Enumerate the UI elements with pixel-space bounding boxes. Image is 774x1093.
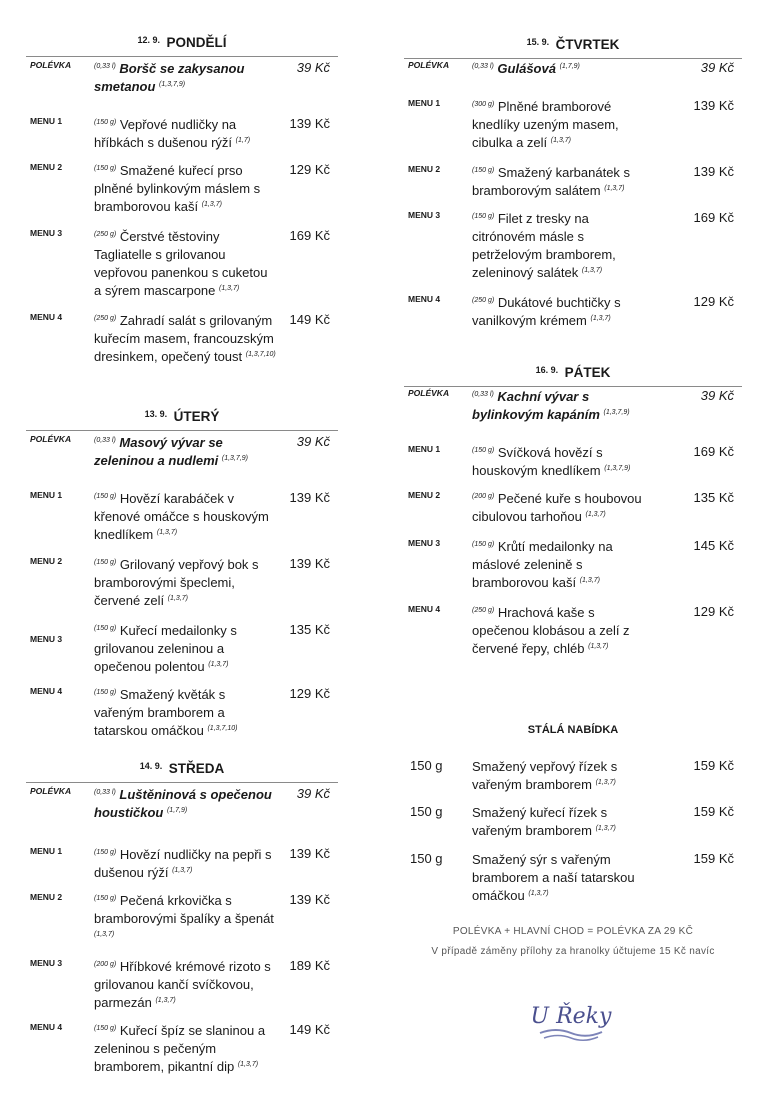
allergens: (1,3,7) [550,137,572,144]
dish-name: Boršč se zakysanou smetanou [94,61,245,94]
logo-wave-top [540,1030,602,1036]
item-label: MENU 3 [408,210,441,220]
item-label: MENU 2 [30,162,63,172]
allergens: (1,3,7,9) [221,455,248,462]
dish-name: Svíčková hovězí s houskovým knedlíkem [472,445,603,478]
item-label: POLÉVKA [408,60,450,70]
dish-text [94,556,276,610]
portion: (0,33 l) [94,789,116,796]
dish-name: Hříbkové krémové rizoto s grilovanou kančí svíčkovou, parmezán [94,959,271,1010]
allergens: (1,3,7) [579,577,600,584]
price: 39 Kč [296,434,330,449]
day-name: PONDĚLÍ [166,35,227,50]
item-weight: 150 g [410,851,443,866]
day-date: 13. 9. [144,409,168,419]
price: 139 Kč [289,116,330,131]
dish-name: Hovězí karabáček v křenové omáčce s houskovým knedlíkem [94,491,269,542]
portion: (250 g) [94,231,117,238]
dish-text [94,312,276,366]
dish-name: Smažený kuřecí řízek s vařeným bramborem [472,805,608,838]
price: 139 Kč [289,556,330,571]
dish-name: Pečená krkovička s bramborovými špalíky a špenát [94,893,274,926]
day-name: ÚTERÝ [173,409,220,424]
dish-name: Pečené kuře s houbovou cibulovou tarhoňou [472,491,642,524]
allergens: (1,3,7) [581,267,603,274]
price: 129 Kč [289,686,330,701]
portion: (250 g) [94,315,117,322]
dish-text [472,804,654,840]
day-monday [26,34,338,364]
dish-text [94,622,276,676]
portion: (150 g) [94,559,117,566]
dish-name: Hovězí nudličky na pepři s dušenou rýží [94,847,272,880]
day-date: 15. 9. [526,37,550,47]
price: 135 Kč [289,622,330,637]
price: 139 Kč [693,98,734,113]
day-wednesday [26,760,338,1074]
allergens: (1,3,7) [528,890,549,897]
allergens: (1,7,9) [559,63,580,70]
price: 169 Kč [693,444,734,459]
allergens: (1,3,7) [172,867,193,874]
portion: (0,33 l) [472,391,494,398]
day-date: 14. 9. [139,761,163,771]
portion: (250 g) [472,297,495,304]
dish-text [94,686,276,740]
portion: (0,33 l) [94,63,116,70]
allergens: (1,3,7) [155,997,176,1004]
price: 139 Kč [693,164,734,179]
price: 39 Kč [700,60,734,75]
price: 145 Kč [693,538,734,553]
day-tuesday [26,408,338,738]
dish-text [94,892,276,946]
item-label: MENU 3 [30,634,63,644]
dish-text [472,604,654,658]
portion: (150 g) [472,167,495,174]
dish-name: Smažený vepřový řízek s vařeným bramborem [472,759,618,792]
portion: (0,33 l) [94,437,116,444]
allergens: (1,3,7) [590,315,611,322]
item-label: POLÉVKA [30,434,72,444]
dish-text [472,490,654,526]
allergens: (1,3,7) [237,1061,259,1068]
allergens: (1,3,7,9) [604,465,631,472]
portion: (150 g) [472,447,495,454]
dish-text [472,538,654,592]
dish-text [472,851,654,905]
allergens: (1,3,7) [167,595,188,602]
price: 129 Kč [693,294,734,309]
day-header [26,408,338,430]
item-label: MENU 1 [30,846,63,856]
item-weight: 150 g [410,758,443,773]
dish-name: Filet z tresky na citrónovém másle s petrželovým bramborem, zeleninový salátek [472,211,616,280]
item-label: MENU 2 [408,164,441,174]
allergens: (1,3,7) [208,661,229,668]
item-label: MENU 1 [408,444,441,454]
price: 189 Kč [289,958,330,973]
portion: (150 g) [94,493,117,500]
dish-name: Smažený květák s vařeným bramborem a tatarskou omáčkou [94,687,226,738]
dish-name: Grilovaný vepřový bok s bramborovými špeclemi, červené zelí [94,557,259,608]
item-label: MENU 3 [30,228,63,238]
price: 39 Kč [700,388,734,403]
day-date: 16. 9. [535,365,559,375]
price: 129 Kč [693,604,734,619]
portion: (150 g) [94,119,117,126]
allergens: (1,3,7) [595,825,616,832]
allergens: (1,7,9) [166,807,188,814]
allergens: (1,7) [235,137,251,144]
item-weight: 150 g [410,804,443,819]
dish-text [94,490,276,544]
dish-name: Čerstvé těstoviny Tagliatelle s grilovanou vepřovou panenkou s cuketou a sýrem mascarpone [94,229,268,298]
dish-text [94,228,276,300]
dish-text [94,958,276,1012]
portion: (150 g) [94,849,117,856]
day-header [26,34,338,56]
dish-name: Luštěninová s opečenou houstičkou [94,787,272,820]
day-header [404,364,742,386]
item-label: MENU 3 [30,958,63,968]
dish-name: Smažené kuřecí prso plněné bylinkovým máslem s bramborovou kaší [94,163,261,214]
allergens: (1,3,7) [595,779,616,786]
dish-name: Gulášová [497,61,556,76]
dish-text [94,60,276,96]
price: 169 Kč [693,210,734,225]
portion: (0,33 l) [472,63,494,70]
item-label: MENU 2 [30,892,63,902]
combo-note: POLÉVKA + HLAVNÍ CHOD = POLÉVKA ZA 29 KČ [452,926,694,937]
dish-text [94,162,276,216]
portion: (150 g) [94,689,117,696]
dish-name: Masový vývar se zeleninou a nudlemi [94,435,223,468]
price: 169 Kč [289,228,330,243]
dish-name: Dukátové buchtičky s vanilkovým krémem [472,295,621,328]
item-label: POLÉVKA [408,388,450,398]
divider [26,430,338,431]
day-thursday [404,36,742,328]
price: 39 Kč [296,786,330,801]
portion: (150 g) [472,541,495,548]
item-label: POLÉVKA [30,60,72,70]
item-label: MENU 4 [408,294,441,304]
dish-name: Zahradí salát s grilovaným kuřecím masem, francouzským dresinkem, opečený toust [94,313,274,364]
allergens: (1,3,7) [201,201,222,208]
allergens: (1,3,7,10) [207,725,238,732]
price: 149 Kč [289,1022,330,1037]
item-label: MENU 4 [30,1022,63,1032]
price: 129 Kč [289,162,330,177]
dish-text [94,786,276,822]
portion: (200 g) [472,493,495,500]
allergens: (1,3,7) [585,511,606,518]
dish-name: Kachní vývar s bylinkovým kapáním [472,389,600,422]
day-header [26,760,338,782]
dish-text [472,98,654,152]
allergens: (1,3,7) [588,643,609,650]
dish-name: Smažený karbanátek s bramborovým salátem [472,165,631,198]
allergens: (1,3,7,9) [603,409,630,416]
divider [404,386,742,387]
divider [26,56,338,57]
dish-text [472,758,654,794]
allergens: (1,3,7) [156,529,178,536]
day-name: ČTVRTEK [555,37,620,52]
price: 159 Kč [693,851,734,866]
allergens: (1,3,7) [94,931,115,938]
dish-text [472,444,654,480]
item-label: MENU 1 [408,98,441,108]
day-name: STŘEDA [168,761,225,776]
dish-text [472,210,654,282]
restaurant-logo [526,995,616,1045]
day-name: PÁTEK [564,365,611,380]
allergens: (1,3,7,10) [245,351,276,358]
portion: (150 g) [94,895,117,902]
price: 139 Kč [289,490,330,505]
allergens: (1,3,7) [219,285,240,292]
item-label: POLÉVKA [30,786,72,796]
day-friday [404,364,742,656]
dish-text [472,60,654,78]
side-swap-note: V případě záměny přílohy za hranolky účtujeme 15 Kč navíc [431,946,715,957]
price: 135 Kč [693,490,734,505]
dish-name: Krůtí medailonky na máslové zelenině s bramborovou kaší [472,539,613,590]
item-label: MENU 4 [30,686,63,696]
divider [26,782,338,783]
item-label: MENU 2 [408,490,441,500]
item-label: MENU 4 [30,312,63,322]
allergens: (1,3,7) [604,185,625,192]
dish-name: Plněné bramborové knedlíky uzeným masem, cibulka a zelí [472,99,619,150]
price: 159 Kč [693,758,734,773]
dish-text [94,434,276,470]
dish-text [94,1022,276,1076]
item-label: MENU 1 [30,490,63,500]
portion: (150 g) [94,1025,117,1032]
dish-text [472,294,654,330]
item-label: MENU 3 [408,538,441,548]
dish-name: Kuřecí medailonky s grilovanou zeleninou a opečenou polentou [94,623,237,674]
portion: (150 g) [94,165,117,172]
portion: (300 g) [472,101,495,108]
divider [404,58,742,59]
day-date: 12. 9. [137,35,161,45]
dish-text [94,116,276,152]
dish-name: Kuřecí špíz se slaninou a zeleninou s pečeným bramborem, pikantní dip [94,1023,266,1074]
price: 139 Kč [289,846,330,861]
price: 149 Kč [289,312,330,327]
portion: (200 g) [94,961,117,968]
day-header [404,36,742,58]
dish-text [472,388,654,424]
permanent-offer-title: STÁLÁ NABÍDKA [527,724,619,736]
portion: (150 g) [472,213,495,220]
item-label: MENU 1 [30,116,63,126]
price: 159 Kč [693,804,734,819]
dish-text [94,846,276,882]
dish-name: Hrachová kaše s opečenou klobásou a zelí z červené řepy, chléb [472,605,630,656]
item-label: MENU 4 [408,604,441,614]
allergens: (1,3,7,9) [159,81,186,88]
logo-text: U Řeky [530,1004,612,1029]
item-label: MENU 2 [30,556,63,566]
dish-name: Vepřové nudličky na hříbkách s dušenou rýží [94,117,237,150]
price: 39 Kč [296,60,330,75]
price: 139 Kč [289,892,330,907]
dish-text [472,164,654,200]
dish-name: Smažený sýr s vařeným bramborem a naší tatarskou omáčkou [472,852,635,903]
portion: (150 g) [94,625,117,632]
portion: (250 g) [472,607,495,614]
